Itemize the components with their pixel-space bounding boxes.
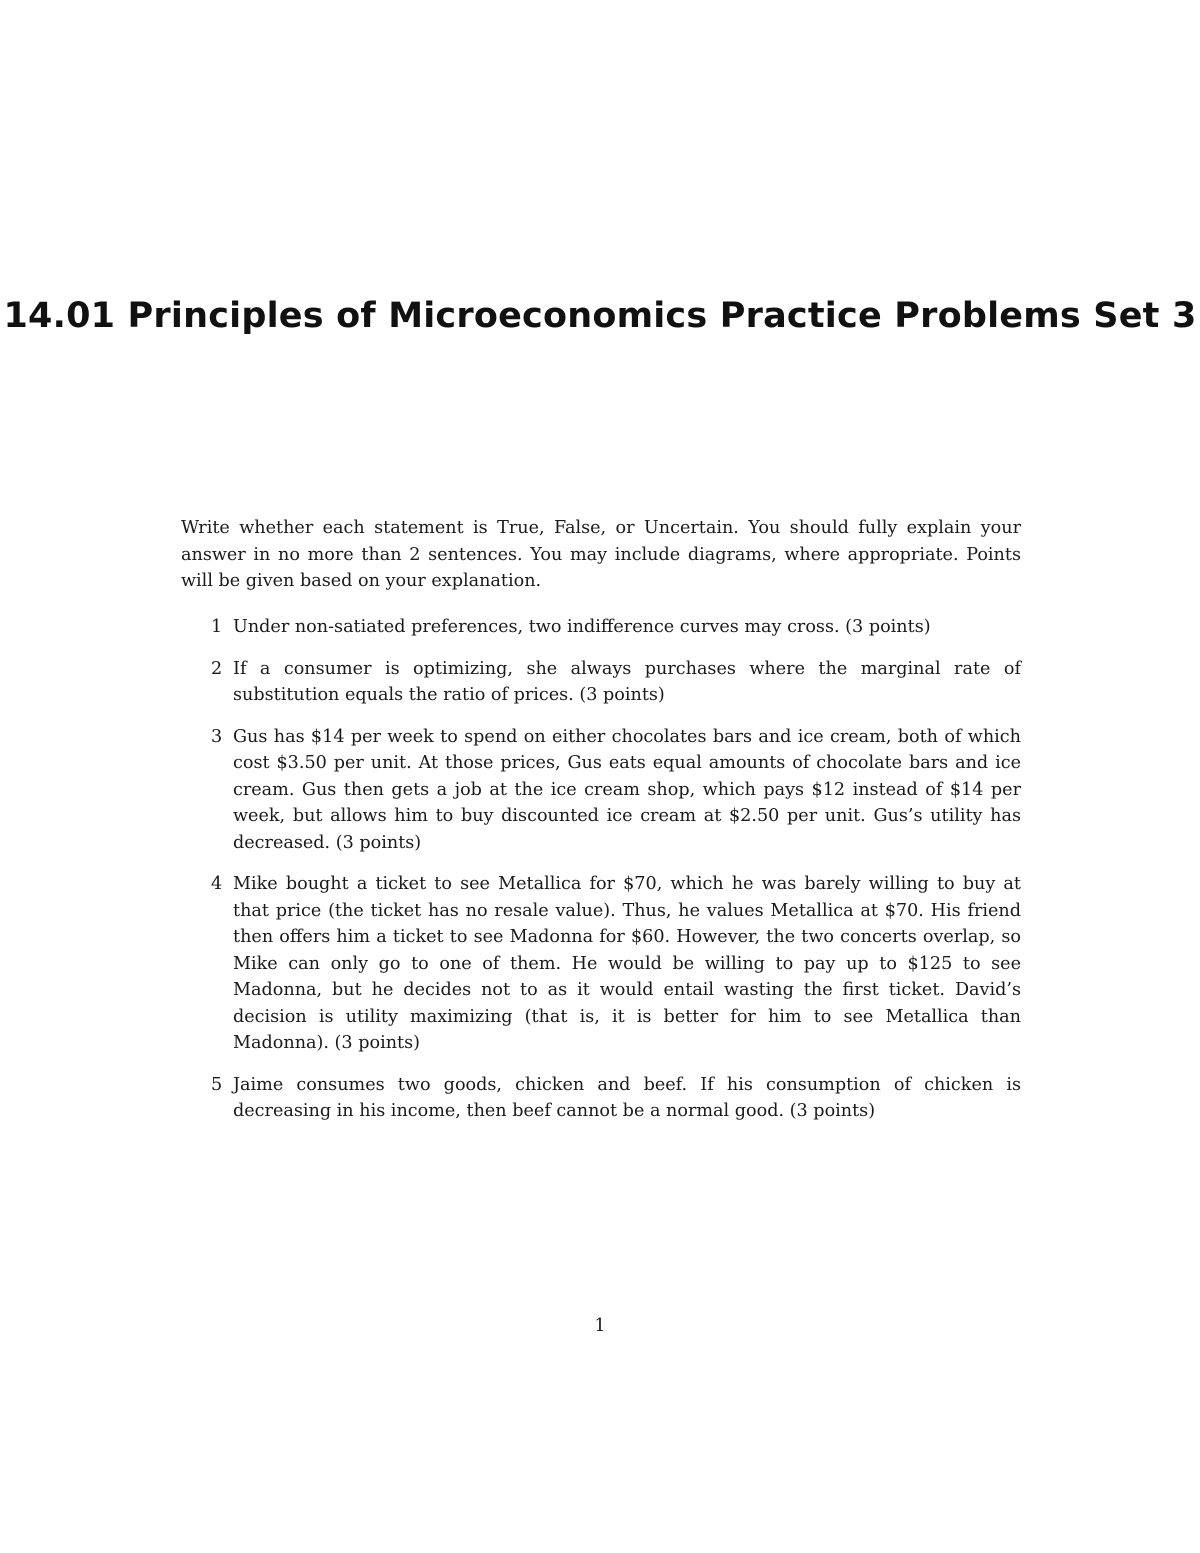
list-item bbox=[181, 656, 1021, 709]
problem-text: Gus has $14 per week to spend on either chocolates bars and ice cream, both of which cost $3.50 per unit. At those prices, Gus eats equal amounts of chocolate bars and ice cream. Gus then gets a job at the ice cream shop, which pays $12 instead of $14 per week, but allows him to buy discounted ice cream at $2.50 per unit. Gus’s utility has decreased. (3 points) bbox=[233, 726, 1021, 853]
instructions-paragraph: Write whether each statement is True, False, or Uncertain. You should fully explain your answer in no more than 2 sentences. You may include diagrams, where appropriate. Points will be given based on your explanation. bbox=[181, 518, 1021, 591]
list-item bbox=[181, 724, 1021, 857]
list-item bbox=[181, 1072, 1021, 1125]
page-number: 1 bbox=[594, 1316, 606, 1336]
problem-number: 2 bbox=[211, 658, 223, 679]
list-item bbox=[181, 614, 1021, 641]
problem-number: 5 bbox=[211, 1074, 223, 1095]
problem-number: 1 bbox=[211, 617, 223, 637]
list-item bbox=[181, 871, 1021, 1057]
problem-text: If a consumer is optimizing, she always purchases where the marginal rate of substitution equals the ratio of prices. (3 points) bbox=[233, 658, 1021, 705]
problem-text: Under non-satiated preferences, two indifference curves may cross. (3 points) bbox=[233, 617, 931, 637]
page-title: 14.01 Principles of Microeconomics Practice Problems Set 3 bbox=[3, 296, 1197, 336]
problem-number: 3 bbox=[211, 726, 223, 747]
problem-number: 4 bbox=[211, 874, 223, 894]
problem-list bbox=[181, 614, 1021, 1140]
problem-text: Jaime consumes two goods, chicken and beef. If his consumption of chicken is decreasing in his income, then beef cannot be a normal good. (3 points) bbox=[233, 1074, 1021, 1121]
problem-text: Mike bought a ticket to see Metallica for $70, which he was barely willing to buy at that price (the ticket has no resale value). Thus, he values Metallica at $70. His friend then offers him a ticket to see Madonna for $60. However, the two concerts overlap, so Mike can only go to one of them. He would be willing to pay up to $125 to see Madonna, but he decides not to as it would entail wasting the first ticket. David’s decision is utility maximizing (that is, it is better for him to see Metallica than Madonna). (3 points) bbox=[233, 874, 1021, 1053]
